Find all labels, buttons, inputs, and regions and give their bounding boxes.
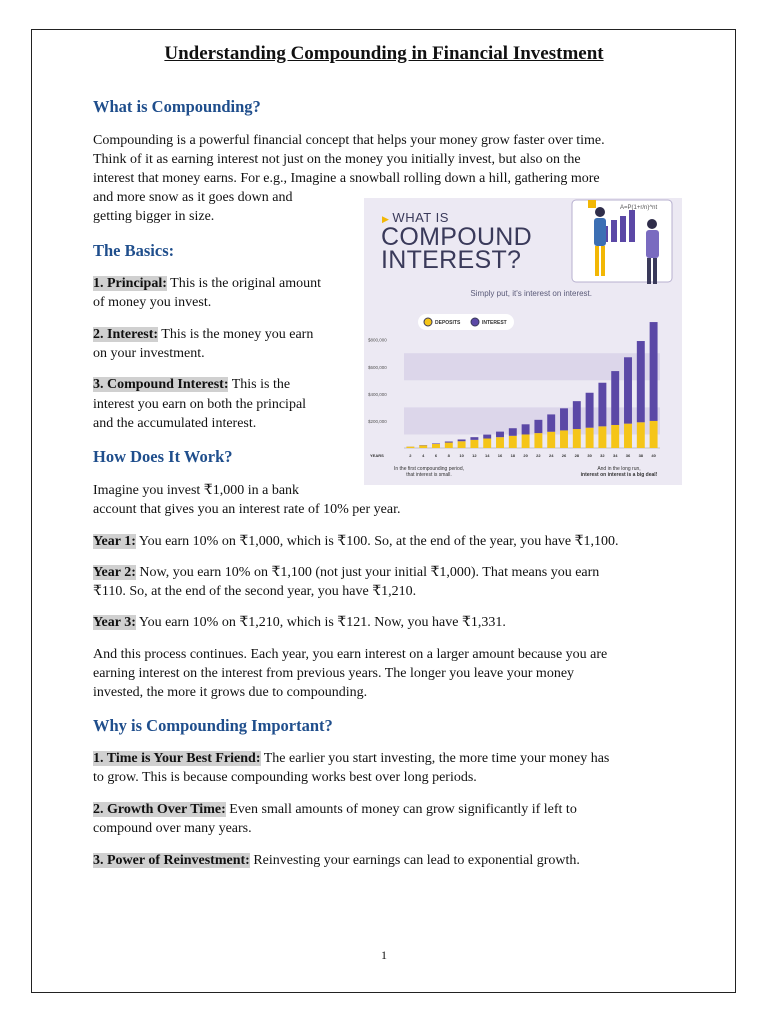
bar-interest [598, 383, 606, 427]
x-tick-label: 10 [459, 453, 464, 458]
x-tick-label: 38 [638, 453, 644, 458]
how-outro-line-1: And this process continues. Each year, you earn interest on a larger amount because you are [93, 647, 608, 662]
x-tick-label: 18 [510, 453, 516, 458]
legend-deposits-swatch [424, 318, 432, 326]
bar-interest [560, 408, 568, 430]
x-tick-label: 8 [447, 453, 450, 458]
caption-right-line-1: And in the long run, [597, 466, 641, 472]
basics-item-interest-line-2: on your investment. [93, 346, 205, 361]
what-paragraph-line-5: getting bigger in size. [93, 209, 215, 224]
x-tick-label: 24 [548, 453, 554, 458]
term-text: This is the [228, 377, 291, 392]
bar-deposits [470, 440, 478, 448]
year-label: Year 3: [93, 615, 136, 630]
bar-deposits [419, 445, 427, 448]
bar-deposits [522, 434, 530, 448]
chart-grid [404, 353, 660, 448]
infographic-subtitle: Simply put, it's interest on interest. [470, 289, 592, 298]
formula-text: A=P(1+r/n)^nt [620, 205, 658, 211]
bar-interest [547, 414, 555, 431]
why-item-time-line-2: to grow. This is because compounding works best over long periods. [93, 770, 477, 785]
compound-interest-chart [364, 198, 682, 485]
year-2 [93, 563, 599, 583]
x-tick-label: 30 [587, 453, 592, 458]
bar-deposits [650, 421, 658, 448]
bar-interest [534, 420, 542, 433]
bar-interest [496, 432, 504, 438]
x-tick-label: 40 [651, 453, 656, 458]
term-text: This is the money you earn [158, 327, 314, 342]
x-tick-label: 36 [625, 453, 631, 458]
term-text: Even small amounts of money can grow significantly if left to [225, 802, 577, 817]
heading-how-does-it-work: How Does It Work? [93, 447, 233, 466]
year-3 [93, 613, 506, 633]
what-paragraph-line-2: Think of it as earning interest not just on the money you initially invest, but also on the [93, 152, 581, 167]
year-label: Year 1: [93, 534, 136, 549]
bar-interest [470, 437, 478, 440]
y-tick-label: $600,000 [368, 364, 387, 370]
year-1 [93, 532, 619, 552]
caption-left-line-2: that interest is small. [406, 472, 452, 478]
what-paragraph-line-4: and more snow as it goes down and [93, 190, 293, 205]
caption-right [564, 466, 674, 478]
bar-deposits [534, 433, 542, 448]
bar-deposits [445, 443, 453, 448]
bar-deposits [509, 436, 517, 448]
x-tick-label: 26 [561, 453, 567, 458]
year-text: You earn 10% on ₹1,210, which is ₹121. Now, you have ₹1,331. [135, 615, 506, 630]
bar-interest [458, 439, 466, 441]
y-tick-label: $800,000 [368, 337, 387, 343]
why-item-reinvestment [93, 851, 580, 871]
caption-left-line-1: In the first compounding period, [393, 466, 465, 472]
caption-right-line-2: interest on interest is a big deal! [580, 472, 658, 478]
x-tick-label: 6 [434, 453, 438, 458]
x-tick-label: 16 [497, 453, 503, 458]
chart-x-ticks [409, 453, 656, 458]
heading-why-important: Why is Compounding Important? [93, 716, 333, 735]
bar-deposits [432, 444, 440, 448]
legend-interest-swatch [471, 318, 479, 326]
bar-interest [650, 322, 658, 421]
how-intro-line-1: Imagine you invest ₹1,000 in a bank [93, 483, 300, 498]
basics-item-interest [93, 325, 313, 345]
term-label: 2. Interest: [93, 327, 159, 342]
x-tick-label: 12 [472, 453, 477, 458]
why-item-time [93, 749, 609, 769]
kicker-text: WHAT IS [392, 210, 449, 225]
year-2-line-2: ₹110. So, at the end of the second year, you have ₹1,210. [93, 584, 417, 599]
caption-left [384, 466, 474, 478]
what-paragraph-line-1: Compounding is a powerful financial concept that helps your money grow faster over time. [93, 133, 605, 148]
how-outro-line-3: invested, the more it grows due to compounding. [93, 685, 368, 700]
y-tick-label: $400,000 [368, 391, 387, 397]
basics-item-compound-line-2: interest you earn on both the principal [93, 397, 307, 412]
x-tick-label: 4 [422, 453, 425, 458]
bar-deposits [586, 428, 594, 448]
term-label: 1. Principal: [93, 276, 167, 291]
x-tick-label: 28 [574, 453, 580, 458]
x-tick-label: 32 [600, 453, 605, 458]
bar-interest [637, 341, 645, 422]
term-label: 2. Growth Over Time: [93, 802, 226, 817]
bar-interest [624, 357, 632, 423]
bar-interest [522, 424, 530, 434]
infographic-title-line-2: INTEREST? [381, 246, 522, 274]
legend-interest-label: INTEREST [482, 320, 507, 326]
document-title: Understanding Compounding in Financial Investment [164, 43, 604, 64]
infographic-title-line-1: COMPOUND [381, 223, 533, 251]
bar-deposits [496, 437, 504, 448]
why-item-growth-line-2: compound over many years. [93, 821, 252, 836]
chart-legend [418, 314, 514, 330]
y-tick-label: $200,000 [368, 418, 387, 424]
basics-item-principal [93, 274, 321, 294]
what-paragraph-line-3: interest that money earns. For e.g., Imagine a snowball rolling down a hill, gathering more [93, 171, 600, 186]
x-tick-label: 34 [612, 453, 618, 458]
term-label: 1. Time is Your Best Friend: [93, 751, 261, 766]
x-tick-label: 20 [523, 453, 528, 458]
term-label: 3. Compound Interest: [93, 377, 229, 392]
bar-interest [573, 401, 581, 429]
basics-item-compound-interest [93, 375, 290, 395]
bar-deposits [560, 430, 568, 448]
chart-y-ticks [368, 338, 387, 424]
bar-interest [586, 393, 594, 428]
legend-deposits-label: DEPOSITS [435, 320, 461, 326]
bar-deposits [483, 439, 491, 448]
why-item-growth [93, 800, 577, 820]
bar-interest [432, 443, 440, 444]
bar-deposits [573, 429, 581, 448]
basics-item-principal-line-2: of money you invest. [93, 295, 212, 310]
year-text: Now, you earn 10% on ₹1,100 (not just your initial ₹1,000). That means you earn [135, 565, 600, 580]
term-text: This is the original amount [166, 276, 322, 291]
term-text: Reinvesting your earnings can lead to exponential growth. [249, 853, 580, 868]
bar-deposits [547, 432, 555, 448]
grid-band [404, 407, 660, 434]
bar-deposits [637, 422, 645, 448]
year-label: Year 2: [93, 565, 136, 580]
x-tick-label: 14 [484, 453, 490, 458]
x-axis-label: YEARS [370, 453, 384, 458]
bar-interest [445, 442, 453, 443]
triangle-icon: ▶ [382, 214, 390, 224]
heading-what-is-compounding: What is Compounding? [93, 97, 261, 116]
bar-interest [611, 371, 619, 425]
term-text: The earlier you start investing, the more time your money has [260, 751, 610, 766]
bar-interest [509, 428, 517, 436]
basics-item-compound-line-3: and the accumulated interest. [93, 416, 257, 431]
bar-deposits [611, 425, 619, 448]
compound-interest-infographic [364, 198, 682, 485]
x-tick-label: 2 [409, 453, 412, 458]
heading-the-basics: The Basics: [93, 241, 175, 260]
x-tick-label: 22 [536, 453, 541, 458]
grid-band [404, 353, 660, 380]
year-text: You earn 10% on ₹1,000, which is ₹100. So, at the end of the year, you have ₹1,100. [135, 534, 619, 549]
bar-deposits [458, 441, 466, 448]
term-label: 3. Power of Reinvestment: [93, 853, 250, 868]
how-outro-line-2: earning interest on the interest from previous years. The longer you leave your money [93, 666, 575, 681]
how-intro-line-2: account that gives you an interest rate of 10% per year. [93, 502, 401, 517]
bar-interest [483, 435, 491, 439]
bar-deposits [624, 424, 632, 448]
bar-deposits [598, 426, 606, 448]
page-number: 1 [381, 948, 387, 962]
bar-deposits [406, 447, 414, 448]
